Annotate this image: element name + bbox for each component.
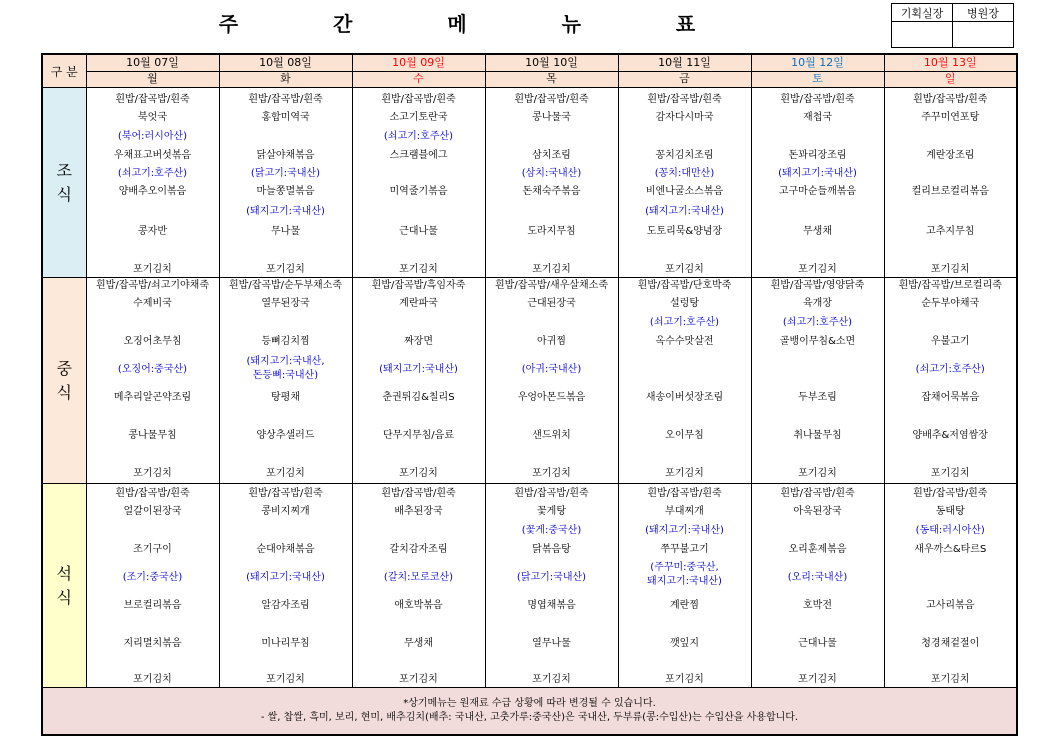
menu-item: 흰밥/잡곡밥/흰죽 bbox=[248, 488, 323, 499]
day-header-6: 일 bbox=[884, 72, 1017, 88]
menu-item: 포기김치 bbox=[665, 674, 704, 685]
menu-item: 춘권튀김&칠리S bbox=[382, 392, 455, 403]
day-header-5: 토 bbox=[751, 72, 884, 88]
origin-note: (갈치:모로코산) bbox=[383, 572, 454, 583]
menu-item: 오징어초무침 bbox=[123, 336, 182, 347]
menu-item: 탕평채 bbox=[271, 392, 300, 403]
menu-item: 포기김치 bbox=[798, 264, 837, 275]
menu-item: 옥수수맛살전 bbox=[655, 336, 714, 347]
menu-item: 메추리알곤약조림 bbox=[113, 392, 192, 403]
menu-item: 감자다시마국 bbox=[655, 112, 714, 123]
meal-label-text: 석 식 bbox=[56, 563, 72, 607]
menu-cell bbox=[751, 88, 884, 278]
menu-item: 흰밥/잡곡밥/브로컬리죽 bbox=[898, 280, 1002, 291]
menu-item: 흰밥/잡곡밥/흰죽 bbox=[913, 488, 988, 499]
menu-item: 쭈꾸불고기 bbox=[660, 544, 709, 555]
menu-item: 포기김치 bbox=[532, 264, 571, 275]
menu-cell bbox=[884, 484, 1017, 688]
menu-cell bbox=[219, 278, 352, 484]
menu-item: 양상추샐러드 bbox=[256, 430, 315, 441]
menu-item: 포기김치 bbox=[399, 468, 438, 479]
menu-item: 흰밥/잡곡밥/흰죽 bbox=[780, 488, 855, 499]
footer-line-1: *상기메뉴는 원재료 수급 상황에 따라 변경될 수 있습니다. bbox=[403, 698, 656, 709]
menu-item: 포기김치 bbox=[665, 264, 704, 275]
origin-note: (쇠고기:호주산) bbox=[915, 364, 985, 375]
menu-item: 포기김치 bbox=[266, 264, 305, 275]
menu-item: 흰밥/잡곡밥/흰죽 bbox=[381, 488, 456, 499]
menu-item: 계란찜 bbox=[670, 600, 699, 611]
menu-item: 마늘쫑멸볶음 bbox=[256, 186, 315, 197]
menu-item: 샌드위치 bbox=[532, 430, 571, 441]
menu-item: 명엽채볶음 bbox=[527, 600, 576, 611]
menu-item: 흰밥/잡곡밥/흰죽 bbox=[647, 94, 722, 105]
origin-note: (쇠고기:호주산) bbox=[383, 131, 454, 142]
menu-item: 아욱된장국 bbox=[793, 506, 842, 517]
menu-item: 순대야채볶음 bbox=[256, 544, 315, 555]
menu-item: 흰밥/잡곡밥/흰죽 bbox=[381, 94, 456, 105]
day-header-1: 화 bbox=[219, 72, 352, 88]
origin-note: (꽁치:대만산) bbox=[654, 168, 715, 179]
menu-item: 흰밥/잡곡밥/흰죽 bbox=[780, 94, 855, 105]
menu-item: 새송이버섯장조림 bbox=[645, 392, 724, 403]
menu-item: 호박전 bbox=[803, 600, 832, 611]
origin-note: (동태:러시아산) bbox=[915, 525, 985, 536]
menu-item: 애호박볶음 bbox=[394, 600, 443, 611]
menu-item: 양배추오이볶음 bbox=[118, 186, 187, 197]
menu-item: 포기김치 bbox=[133, 674, 172, 685]
origin-note: (아귀:국내산) bbox=[521, 364, 582, 375]
menu-item: 포기김치 bbox=[266, 674, 305, 685]
menu-item: 수제비국 bbox=[133, 298, 172, 309]
footer-line-2: - 쌀, 찹쌀, 흑미, 보리, 현미, 배추김치(배추: 국내산, 고춧가루:중국산)은 국내산, 두부류(콩:수입산)는 수입산을 사용합니다. bbox=[260, 712, 799, 723]
menu-item: 흰밥/잡곡밥/흰죽 bbox=[115, 488, 190, 499]
page-title: 주 간 메 뉴 표 bbox=[218, 12, 740, 36]
menu-item: 조기구이 bbox=[133, 544, 172, 555]
menu-item: 흰밥/잡곡밥/단호박죽 bbox=[637, 280, 732, 291]
menu-cell bbox=[485, 278, 618, 484]
origin-note: (닭고기:국내산) bbox=[516, 572, 587, 583]
menu-item: 깻잎지 bbox=[670, 638, 699, 649]
menu-item: 고추지무침 bbox=[926, 226, 975, 237]
menu-item: 북엇국 bbox=[138, 112, 167, 123]
menu-item: 얼갈이된장국 bbox=[123, 506, 182, 517]
menu-item: 돈채숙주볶음 bbox=[522, 186, 581, 197]
origin-note: (꽃게:중국산) bbox=[521, 525, 582, 536]
menu-item: 재첩국 bbox=[803, 112, 832, 123]
meal-label bbox=[42, 88, 86, 278]
origin-note: (닭고기:국내산) bbox=[250, 168, 321, 179]
menu-item: 잡채어묵볶음 bbox=[921, 392, 980, 403]
menu-item: 포기김치 bbox=[266, 468, 305, 479]
menu-item: 꽁치김치조림 bbox=[655, 150, 714, 161]
date-header-2: 10월 09일 bbox=[352, 54, 485, 72]
menu-item: 포기김치 bbox=[798, 468, 837, 479]
menu-item: 컬리브로컬리볶음 bbox=[911, 186, 989, 197]
menu-item: 포기김치 bbox=[665, 468, 704, 479]
menu-cell bbox=[884, 88, 1017, 278]
menu-item: 흰밥/잡곡밥/흰죽 bbox=[514, 94, 589, 105]
menu-item: 소고기토란국 bbox=[389, 112, 448, 123]
menu-item: 고사리볶음 bbox=[926, 600, 975, 611]
menu-item: 흰밥/잡곡밥/영양닭죽 bbox=[770, 280, 865, 291]
menu-cell bbox=[485, 88, 618, 278]
approval-header-planning: 기획실장 bbox=[892, 4, 953, 22]
origin-note: (돼지고기:국내산) bbox=[778, 168, 857, 179]
menu-item: 부대찌개 bbox=[665, 506, 704, 517]
menu-item: 포기김치 bbox=[798, 674, 837, 685]
menu-item: 무생채 bbox=[803, 226, 832, 237]
origin-note: (북어:러시아산) bbox=[117, 131, 188, 142]
origin-note: (돼지고기:국내산, bbox=[246, 356, 325, 367]
menu-item: 콩나물국 bbox=[532, 112, 571, 123]
origin-note: (돼지고기:국내산) bbox=[379, 364, 458, 375]
menu-item: 지리멸치볶음 bbox=[123, 638, 182, 649]
date-header-5: 10월 12일 bbox=[751, 54, 884, 72]
approval-box bbox=[891, 3, 1014, 48]
menu-cell bbox=[86, 484, 219, 688]
menu-item: 우불고기 bbox=[930, 336, 970, 347]
menu-item: 닭살야채볶음 bbox=[256, 150, 315, 161]
meal-row bbox=[42, 484, 1017, 688]
menu-item: 흰밥/잡곡밥/쇠고기야채죽 bbox=[96, 280, 209, 291]
menu-item: 우채표고버섯볶음 bbox=[113, 150, 192, 161]
menu-item: 포기김치 bbox=[399, 674, 438, 685]
menu-item: 새우까스&타르S bbox=[914, 544, 987, 555]
origin-note: 돼지고기:국내산) bbox=[647, 576, 722, 587]
menu-item: 우엉아몬드볶음 bbox=[517, 392, 586, 403]
menu-item: 포기김치 bbox=[399, 264, 438, 275]
menu-cell bbox=[618, 88, 751, 278]
meal-label-text: 조 식 bbox=[56, 160, 72, 204]
menu-item: 콩비지찌개 bbox=[261, 506, 310, 517]
menu-item: 포기김치 bbox=[532, 468, 571, 479]
menu-item: 열무된장국 bbox=[261, 298, 310, 309]
approval-header-director: 병원장 bbox=[953, 4, 1014, 22]
menu-item: 꽃게탕 bbox=[537, 506, 566, 517]
day-header-0: 월 bbox=[86, 72, 219, 88]
origin-note: (쇠고기:호주산) bbox=[117, 168, 188, 179]
menu-cell bbox=[352, 278, 485, 484]
meal-row bbox=[42, 88, 1017, 278]
menu-cell bbox=[86, 88, 219, 278]
menu-item: 짜장면 bbox=[404, 336, 433, 347]
date-header-4: 10월 11일 bbox=[618, 54, 751, 72]
menu-item: 흰밥/잡곡밥/흰죽 bbox=[647, 488, 722, 499]
menu-item: 흰밥/잡곡밥/순두부채소죽 bbox=[229, 280, 342, 291]
origin-note: (삼치:국내산) bbox=[521, 168, 582, 179]
menu-cell bbox=[352, 484, 485, 688]
menu-item: 근대된장국 bbox=[527, 298, 576, 309]
menu-item: 오리훈제볶음 bbox=[788, 544, 847, 555]
menu-item: 비엔나굴소스볶음 bbox=[645, 186, 724, 197]
menu-item: 갈치감자조림 bbox=[389, 544, 448, 555]
menu-item: 아귀찜 bbox=[537, 336, 566, 347]
menu-item: 순두부야채국 bbox=[921, 298, 980, 309]
menu-item: 양배추&저염쌈장 bbox=[912, 430, 988, 441]
origin-note: (주꾸미:중국산, bbox=[650, 562, 719, 573]
menu-item: 홍합미역국 bbox=[261, 112, 310, 123]
menu-cell bbox=[485, 484, 618, 688]
meal-row bbox=[42, 278, 1017, 484]
menu-item: 포기김치 bbox=[930, 468, 970, 479]
menu-cell bbox=[219, 88, 352, 278]
meal-label bbox=[42, 278, 86, 484]
day-header-4: 금 bbox=[618, 72, 751, 88]
menu-item: 포기김치 bbox=[930, 674, 970, 685]
origin-note: (돼지고기:국내산) bbox=[246, 572, 325, 583]
date-header-3: 10월 10일 bbox=[485, 54, 618, 72]
menu-item: 콩자반 bbox=[138, 226, 167, 237]
menu-item: 포기김치 bbox=[133, 264, 172, 275]
date-header-1: 10월 08일 bbox=[219, 54, 352, 72]
menu-cell bbox=[219, 484, 352, 688]
menu-item: 포기김치 bbox=[133, 468, 172, 479]
origin-note: (조기:중국산) bbox=[122, 572, 183, 583]
menu-item: 두부조림 bbox=[798, 392, 837, 403]
origin-note: (돼지고기:국내산) bbox=[246, 206, 325, 217]
origin-note: (쇠고기:호주산) bbox=[649, 317, 720, 328]
menu-item: 무나물 bbox=[271, 226, 300, 237]
menu-item: 등뼈김치찜 bbox=[261, 336, 310, 347]
menu-item: 골뱅이무침&소면 bbox=[779, 336, 856, 347]
menu-item: 흰밥/잡곡밥/흑임자죽 bbox=[371, 280, 466, 291]
menu-cell bbox=[352, 88, 485, 278]
meal-label bbox=[42, 484, 86, 688]
menu-item: 육개장 bbox=[803, 298, 832, 309]
origin-note: (오징어:중국산) bbox=[117, 364, 188, 375]
menu-item: 취나물무침 bbox=[793, 430, 842, 441]
menu-item: 주꾸미연포탕 bbox=[921, 112, 980, 123]
menu-item: 닭볶음탕 bbox=[532, 544, 571, 555]
menu-item: 흰밥/잡곡밥/흰죽 bbox=[913, 94, 988, 105]
origin-note: (돼지고기:국내산) bbox=[645, 206, 724, 217]
origin-note: (쇠고기:호주산) bbox=[782, 317, 853, 328]
menu-cell bbox=[751, 484, 884, 688]
menu-item: 계란파국 bbox=[399, 298, 438, 309]
origin-note: 돈등뼈:국내산) bbox=[252, 370, 319, 381]
menu-item: 미나리무침 bbox=[261, 638, 310, 649]
menu-item: 삼치조림 bbox=[532, 150, 571, 161]
menu-item: 흰밥/잡곡밥/흰죽 bbox=[115, 94, 190, 105]
origin-note: (돼지고기:국내산) bbox=[645, 525, 724, 536]
menu-item: 근대나물 bbox=[399, 226, 438, 237]
menu-item: 알감자조림 bbox=[261, 600, 310, 611]
menu-item: 근대나물 bbox=[798, 638, 837, 649]
day-header-2: 수 bbox=[352, 72, 485, 88]
menu-item: 브로컬리볶음 bbox=[123, 600, 182, 611]
day-header-3: 목 bbox=[485, 72, 618, 88]
menu-cell bbox=[618, 278, 751, 484]
menu-item: 흰밥/잡곡밥/흰죽 bbox=[514, 488, 589, 499]
origin-note: (오리:국내산) bbox=[787, 572, 848, 583]
menu-item: 흰밥/잡곡밥/새우살채소죽 bbox=[495, 280, 608, 291]
menu-item: 도토리묵&양념장 bbox=[646, 226, 723, 237]
menu-cell bbox=[618, 484, 751, 688]
meal-label-text: 중 식 bbox=[56, 358, 72, 402]
approval-sign-planning bbox=[892, 22, 953, 48]
menu-item: 청경채겉절이 bbox=[921, 638, 980, 649]
menu-item: 고구마순들깨볶음 bbox=[778, 186, 857, 197]
menu-item: 포기김치 bbox=[532, 674, 571, 685]
approval-sign-director bbox=[953, 22, 1014, 48]
menu-cell bbox=[86, 278, 219, 484]
menu-item: 동태탕 bbox=[935, 506, 965, 517]
menu-item: 단무지무침/음료 bbox=[383, 430, 454, 441]
date-header-0: 10월 07일 bbox=[86, 54, 219, 72]
menu-item: 계란장조림 bbox=[926, 150, 975, 161]
menu-item: 오이무침 bbox=[665, 430, 704, 441]
menu-item: 배추된장국 bbox=[394, 506, 443, 517]
menu-item: 콩나물무침 bbox=[128, 430, 177, 441]
menu-item: 무생채 bbox=[404, 638, 433, 649]
weekly-menu-table bbox=[41, 53, 1018, 736]
menu-item: 설렁탕 bbox=[670, 298, 699, 309]
menu-cell bbox=[884, 278, 1017, 484]
date-header-6: 10월 13일 bbox=[884, 54, 1017, 72]
menu-cell bbox=[751, 278, 884, 484]
menu-item: 돈꽈리장조림 bbox=[788, 150, 847, 161]
menu-item: 스크램블에그 bbox=[389, 150, 448, 161]
menu-item: 포기김치 bbox=[930, 264, 970, 275]
footer-notice bbox=[42, 688, 1017, 736]
menu-item: 흰밥/잡곡밥/흰죽 bbox=[248, 94, 323, 105]
menu-item: 열무나물 bbox=[532, 638, 571, 649]
menu-item: 도라지무침 bbox=[527, 226, 576, 237]
menu-item: 미역줄기볶음 bbox=[389, 186, 448, 197]
gubun-header: 구 분 bbox=[42, 54, 86, 88]
